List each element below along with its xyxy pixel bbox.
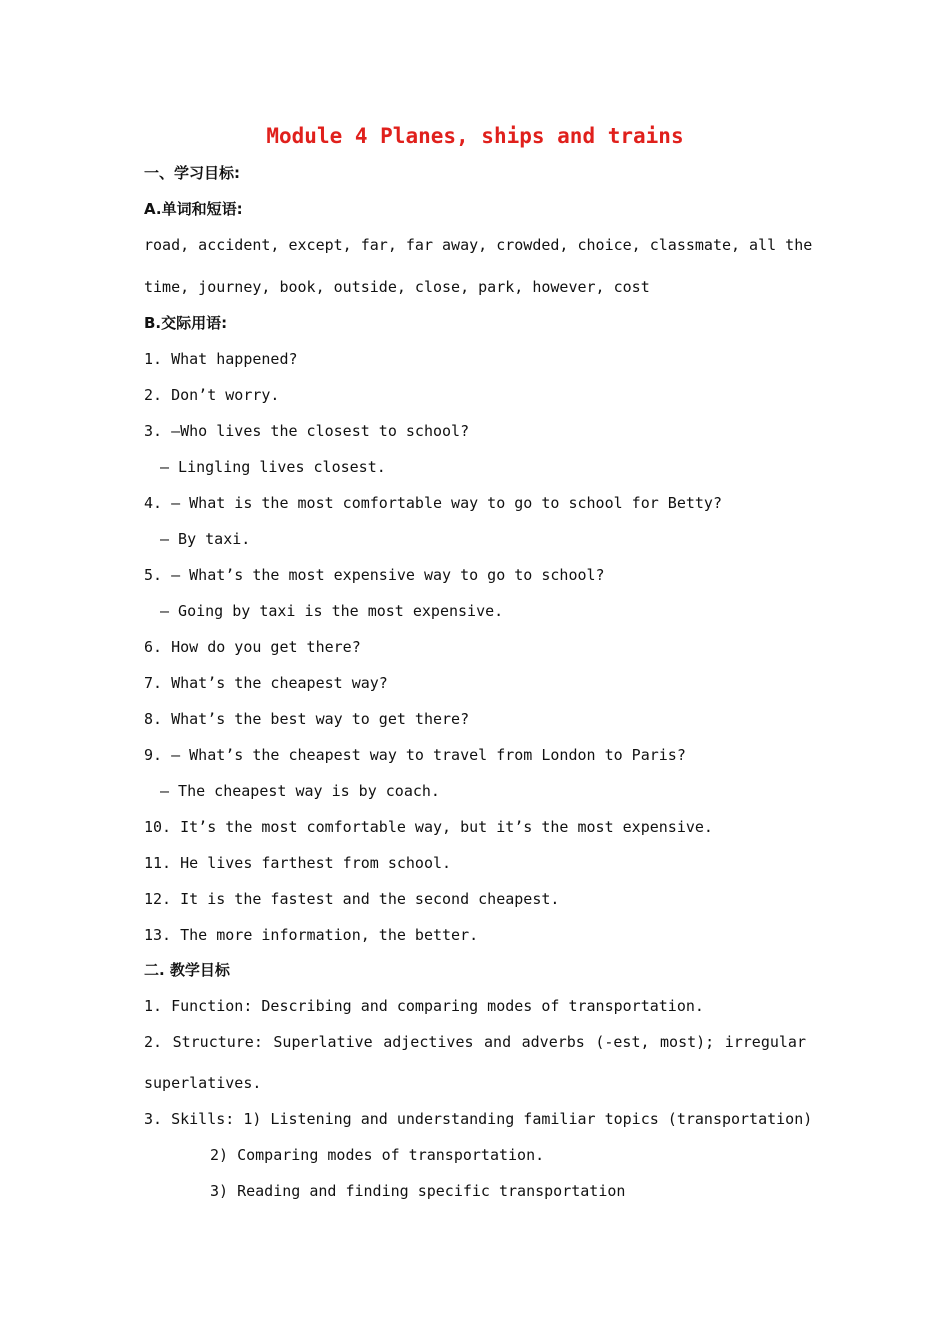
expression-answer: — Going by taxi is the most expensive. [160,602,504,620]
page-title: Module 4 Planes, ships and trains [266,124,684,148]
expression-answer: — The cheapest way is by coach. [160,782,440,800]
expression-item: 5. — What’s the most expensive way to go to school? [144,566,605,584]
expression-item: 2. Don’t worry. [144,386,280,404]
expression-item: 1. What happened? [144,350,298,368]
expression-answer: — Lingling lives closest. [160,458,386,476]
expression-item: 13. The more information, the better. [144,926,479,944]
expression-item: 4. — What is the most comfortable way to go to school for Betty? [144,494,722,512]
expression-item: 12. It is the fastest and the second cheapest. [144,890,560,908]
vocabulary-line: time, journey, book, outside, close, park, however, cost [144,278,650,296]
teaching-goal-item: 2. Structure: Superlative adjectives and adverbs (-est, most); irregular [144,1033,806,1051]
section-heading-teaching-goals: 二. 教学目标 [144,961,230,979]
teaching-goal-item: 1. Function: Describing and comparing modes of transportation. [144,997,704,1015]
subheading-expressions: B.交际用语: [144,314,228,332]
expression-item: 11. He lives farthest from school. [144,854,452,872]
subheading-vocabulary: A.单词和短语: [144,200,243,218]
expression-item: 3. —Who lives the closest to school? [144,422,470,440]
teaching-goal-item: superlatives. [144,1074,262,1092]
teaching-goal-subitem: 3) Reading and finding specific transportation [210,1182,626,1200]
teaching-goal-item: 3. Skills: 1) Listening and understanding familiar topics (transportation) [144,1110,813,1128]
expression-item: 9. — What’s the cheapest way to travel from London to Paris? [144,746,686,764]
expression-item: 8. What’s the best way to get there? [144,710,470,728]
vocabulary-line: road, accident, except, far, far away, crowded, choice, classmate, all the [144,236,813,254]
expression-answer: — By taxi. [160,530,251,548]
teaching-goal-subitem: 2) Comparing modes of transportation. [210,1146,545,1164]
expression-item: 7. What’s the cheapest way? [144,674,388,692]
expression-item: 6. How do you get there? [144,638,361,656]
section-heading-learning-goals: 一、学习目标: [144,164,240,182]
expression-item: 10. It’s the most comfortable way, but it’s the most expensive. [144,818,713,836]
